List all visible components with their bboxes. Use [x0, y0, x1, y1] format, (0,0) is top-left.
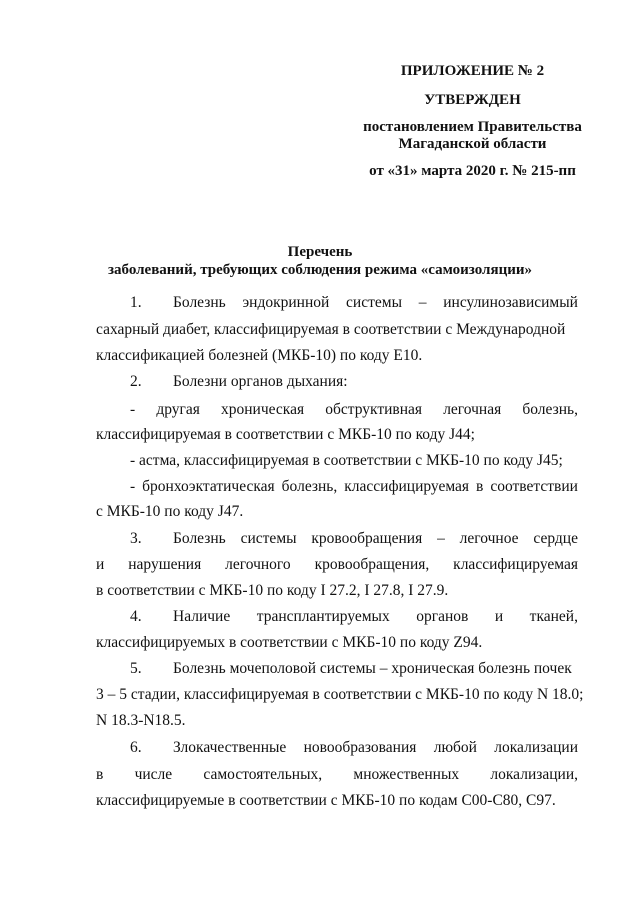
resolution-date: от «31» марта 2020 г. № 215-пп — [369, 163, 576, 179]
word: Болезнь — [173, 294, 226, 311]
word: трансплантируемых — [256, 608, 390, 625]
word: и — [494, 608, 504, 625]
appendix-label: ПРИЛОЖЕНИЕ № 2 — [400, 63, 545, 79]
word: кровообращения — [311, 530, 423, 547]
word: локализации — [494, 739, 578, 756]
word: тканей, — [529, 608, 578, 625]
word: другая — [156, 401, 200, 418]
word: – — [418, 294, 427, 311]
word: легочная — [443, 401, 502, 418]
list-subtitle: заболеваний, требующих соблюдения режима «самоизоляции» — [107, 262, 533, 278]
item-2-sub-c-line-2: с МКБ-10 по коду J47. — [96, 503, 244, 520]
item-2-sub-c-line-1 — [130, 478, 578, 496]
word: любой — [433, 739, 477, 756]
item-1-line-1 — [173, 294, 578, 312]
item-6-number: 6. — [130, 739, 142, 756]
item-5-number: 5. — [130, 660, 142, 677]
item-4-line-2: классифицируемых в соответствии с МКБ-10 по коду Z94. — [96, 634, 483, 651]
word: в — [96, 766, 104, 783]
word: болезнь, — [522, 401, 578, 418]
word: болезнь, — [281, 478, 338, 495]
word: – — [437, 530, 445, 547]
item-2-sub-b: - астма, классифицируемая в соответствии с МКБ-10 по коду J45; — [130, 452, 563, 469]
word: классифицируемая — [453, 556, 578, 573]
word: множественных — [353, 766, 460, 783]
word: системы — [240, 530, 297, 547]
word: нарушения — [128, 556, 202, 573]
item-1-line-3: классификацией болезней (МКБ-10) по коду E10. — [96, 347, 423, 364]
approved-by-line1: постановлением Правительства — [363, 119, 582, 135]
word: самостоятельных, — [203, 766, 323, 783]
item-4-number: 4. — [130, 608, 142, 625]
item-2-heading: Болезни органов дыхания: — [173, 373, 348, 390]
item-1-number: 1. — [130, 294, 142, 311]
word: эндокринной — [242, 294, 330, 311]
item-1-line-2: сахарный диабет, классифицируемая в соответствии с Международной — [96, 321, 566, 338]
item-5-line-3: N 18.3-N18.5. — [96, 712, 186, 729]
word: сердце — [533, 530, 578, 547]
word: числе — [134, 766, 173, 783]
word: легочного — [225, 556, 291, 573]
word: органов — [416, 608, 469, 625]
word: бронхоэктатическая — [142, 478, 275, 495]
word: хроническая — [221, 401, 305, 418]
item-6-line-2 — [96, 766, 578, 784]
dash: - — [130, 478, 136, 495]
word: в — [476, 478, 484, 495]
word: соответствии — [490, 478, 578, 495]
item-2-number: 2. — [130, 373, 142, 390]
item-3-line-1 — [173, 530, 578, 548]
word: инсулинозависимый — [443, 294, 578, 311]
item-3-line-3: в соответствии с МКБ-10 по коду I 27.2, I 27.8, I 27.9. — [96, 582, 449, 599]
word: легочное — [459, 530, 519, 547]
item-5-line-1: Болезнь мочеполовой системы – хроническая болезнь почек — [173, 660, 572, 677]
word: обструктивная — [325, 401, 423, 418]
list-title: Перечень — [287, 244, 353, 260]
word: новообразования — [303, 739, 417, 756]
word: и — [96, 556, 105, 573]
word: классифицируемая — [344, 478, 470, 495]
word: Злокачественные — [173, 739, 287, 756]
item-6-line-1 — [173, 739, 578, 757]
approved-by-line2: Магаданской области — [398, 136, 547, 152]
word: Болезнь — [173, 530, 226, 547]
word: Наличие — [173, 608, 231, 625]
word: локализации, — [490, 766, 578, 783]
item-4-line-1 — [173, 608, 578, 626]
word: системы — [346, 294, 402, 311]
item-6-line-3: классифицируемые в соответствии с МКБ-10 по кодам C00-C80, C97. — [96, 792, 556, 809]
item-2-sub-a-line-1 — [130, 401, 578, 419]
item-3-number: 3. — [130, 530, 142, 547]
dash: - — [130, 401, 136, 418]
word: кровообращения, — [314, 556, 430, 573]
item-2-sub-a-line-2: классифицируемая в соответствии с МКБ-10 по коду J44; — [96, 426, 475, 443]
approved-label: УТВЕРЖДЕН — [424, 92, 521, 108]
item-5-line-2: 3 – 5 стадии, классифицируемая в соответствии с МКБ-10 по коду N 18.0; — [96, 686, 584, 703]
item-3-line-2 — [96, 556, 578, 574]
